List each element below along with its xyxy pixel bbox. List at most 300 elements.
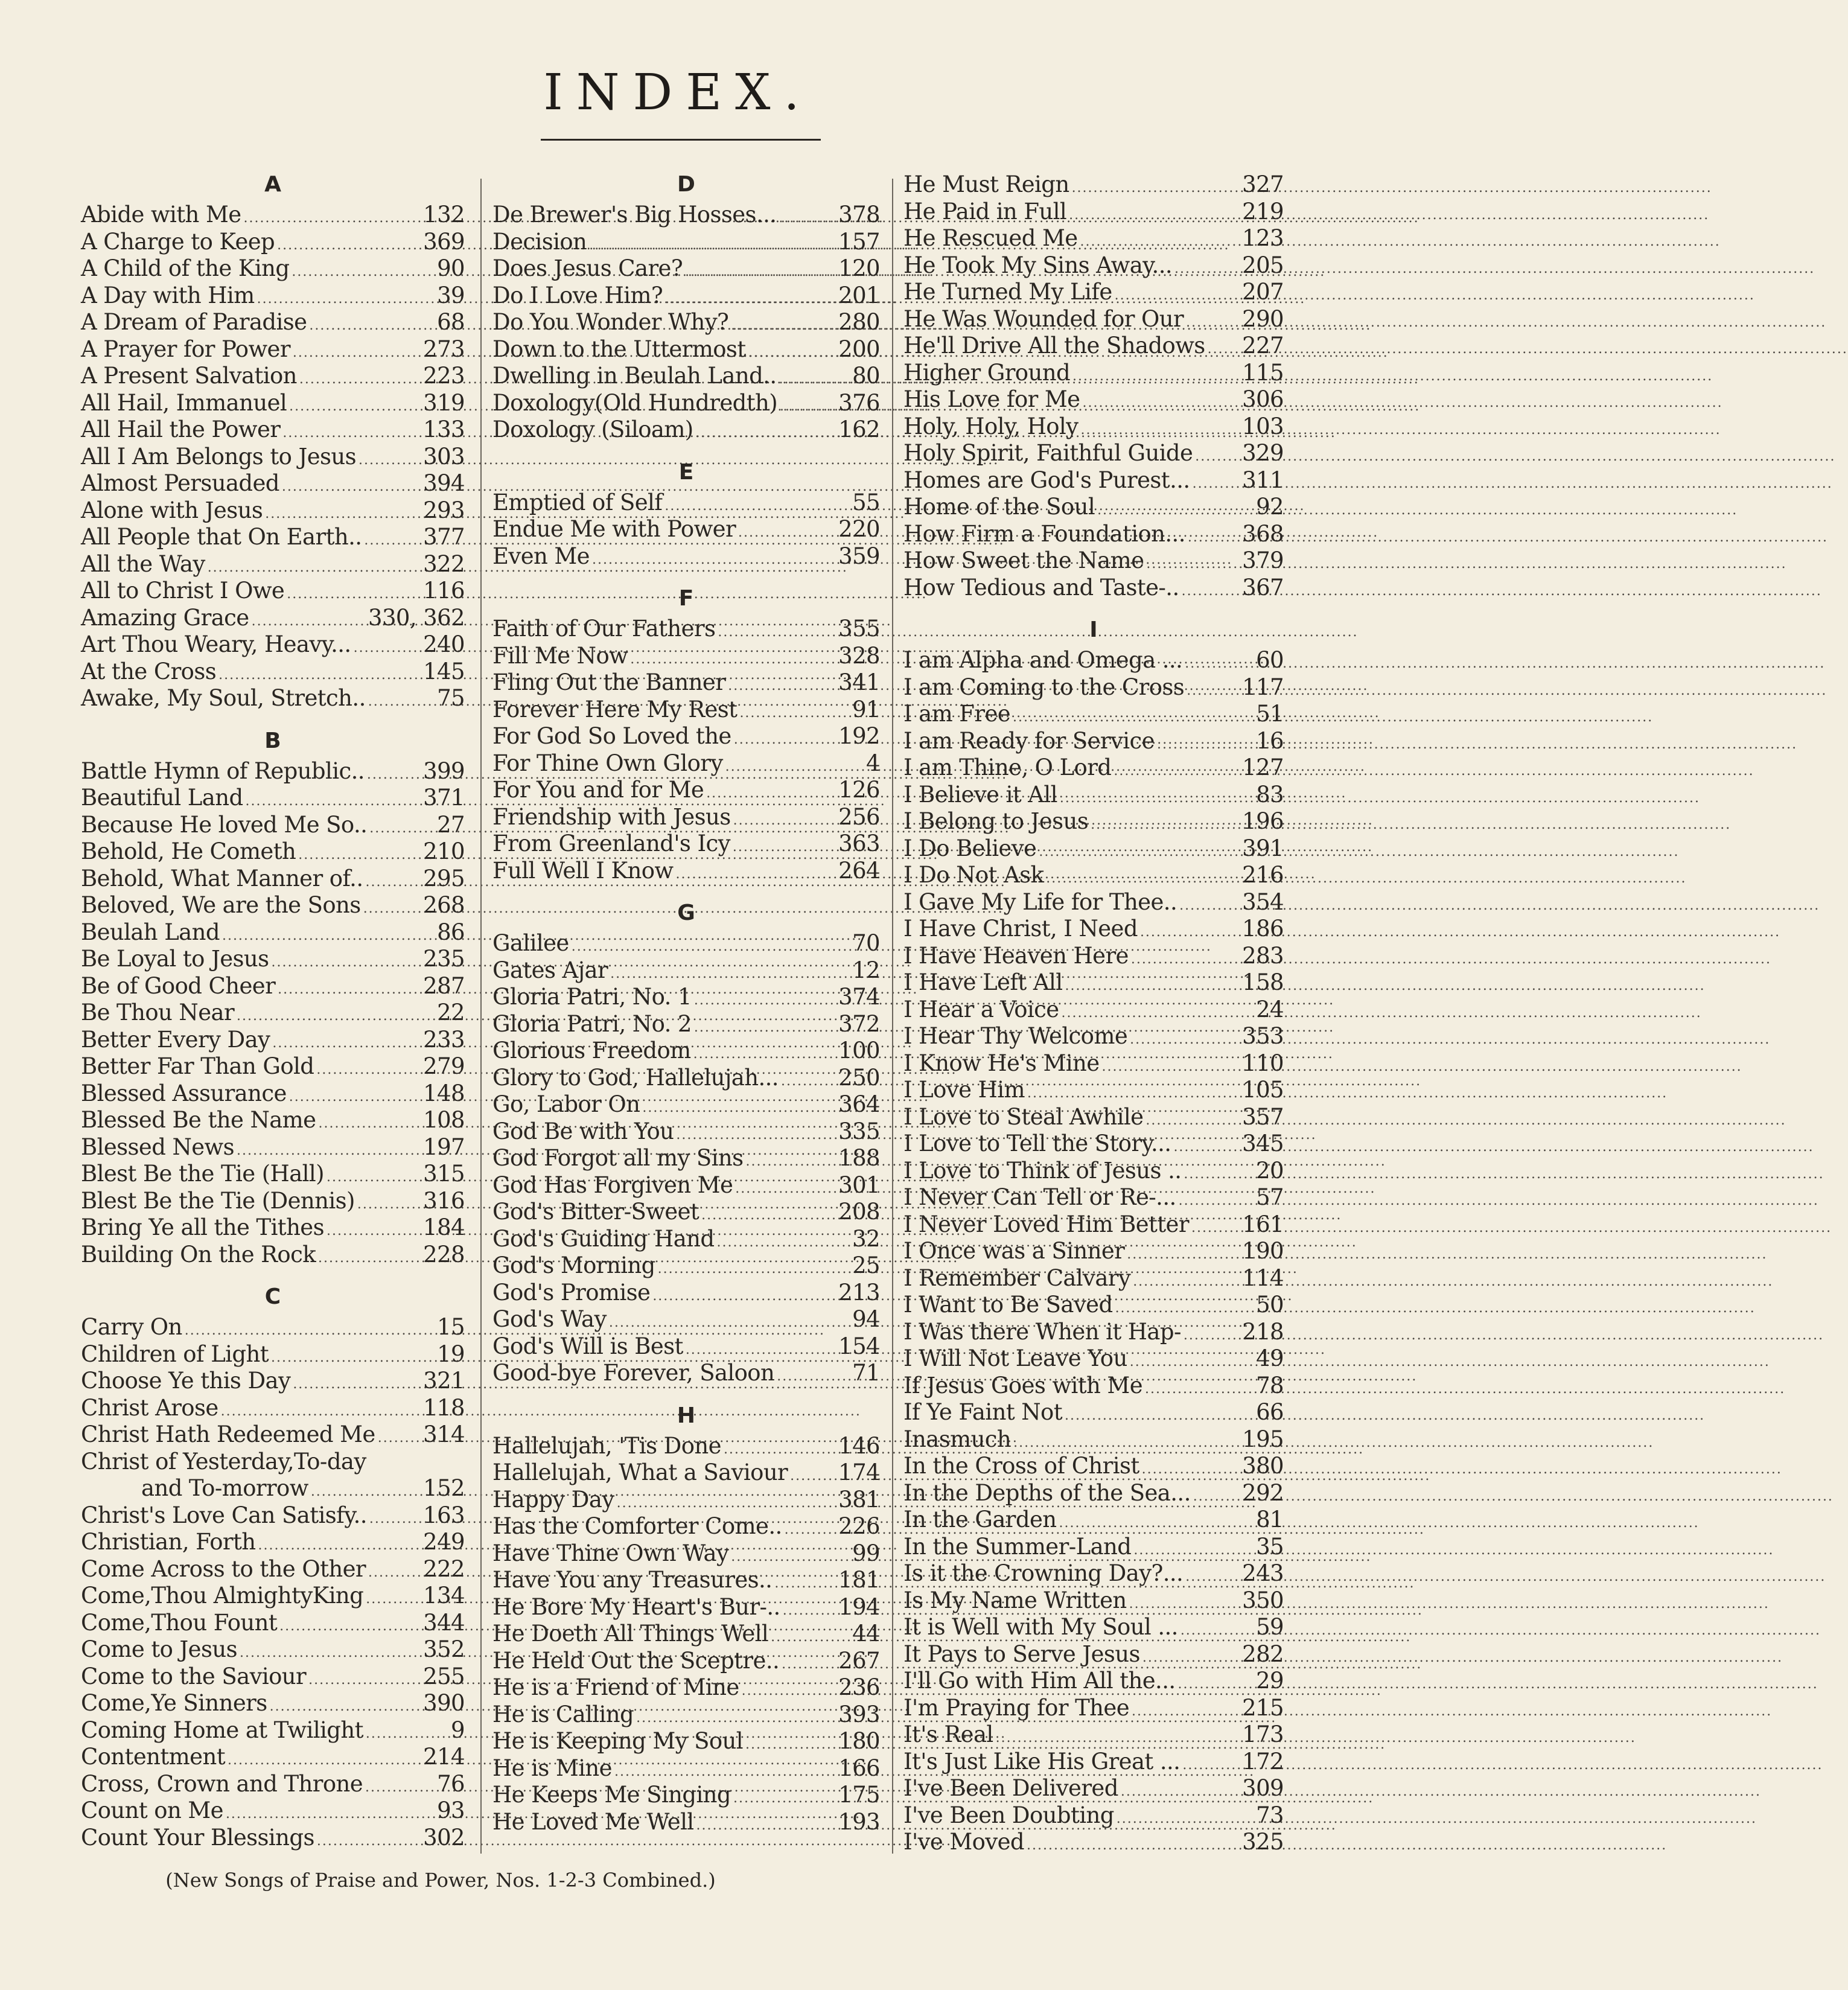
leader-dots [1193, 1484, 1240, 1511]
page-number: 350 [1242, 1587, 1284, 1613]
hymn-title: God's Promise [492, 1279, 651, 1306]
leader-dots [1184, 1161, 1254, 1188]
hymn-title: Gloria Patri, No. 2 [492, 1010, 692, 1037]
leader-dots [1179, 893, 1240, 920]
page-number: 32 [852, 1225, 880, 1252]
page-number: 19 [437, 1341, 465, 1367]
page-number: 126 [838, 777, 880, 803]
page-number: 302 [423, 1824, 465, 1851]
index-column-2 [492, 171, 880, 1835]
leader-dots [1193, 471, 1240, 498]
index-entry [903, 1560, 1284, 1587]
index-entry [81, 1000, 465, 1027]
index-entry [492, 804, 880, 831]
hymn-title: A Day with Him [81, 282, 255, 308]
leader-dots [365, 1775, 435, 1802]
page-number: 255 [423, 1663, 465, 1689]
page-number: 118 [423, 1394, 465, 1421]
hymn-title: I Will Not Leave You [903, 1345, 1127, 1371]
hymn-title: Christ Arose [81, 1394, 218, 1421]
column-divider [892, 179, 893, 1854]
index-entry [903, 862, 1284, 889]
hymn-title: Emptied of Self [492, 489, 663, 515]
index-entry [903, 547, 1284, 575]
page-number: 399 [423, 757, 465, 784]
page-number: 188 [838, 1145, 880, 1171]
hymn-title: Have You any Treasures.. [492, 1567, 773, 1593]
hymn-title: Blessed Assurance [81, 1080, 287, 1106]
page-number: 364 [838, 1091, 880, 1117]
page-number: 66 [1256, 1399, 1284, 1425]
index-entry [81, 336, 465, 363]
leader-dots [364, 528, 421, 555]
hymn-title: He Paid in Full [903, 198, 1067, 225]
page-number: 329 [1242, 440, 1284, 466]
page-number: 319 [423, 389, 465, 416]
index-entry [81, 1188, 465, 1215]
hymn-title: I am Free [903, 701, 1011, 727]
page-number: 75 [437, 685, 465, 711]
hymn-title: I Never Loved Him Better [903, 1211, 1189, 1237]
hymn-title: Come,Thou AlmightyKing [81, 1583, 364, 1609]
page-number: 216 [1242, 862, 1284, 888]
page-number: 210 [423, 838, 465, 864]
index-entry [903, 1131, 1284, 1158]
index-entry [492, 1621, 880, 1648]
page-number: 301 [838, 1172, 880, 1198]
hymn-title: Come Across to the Other [81, 1555, 366, 1582]
hymn-title: Better Far Than Gold [81, 1053, 314, 1079]
hymn-title: At the Cross [81, 658, 217, 684]
index-entry [903, 1265, 1284, 1292]
hymn-title: Is it the Crowning Day?... [903, 1560, 1184, 1586]
page-number: 306 [1242, 386, 1284, 412]
hymn-title: Doxology(Old Hundredth) [492, 389, 778, 416]
page-number: 335 [838, 1118, 880, 1144]
hymn-title: Be of Good Cheer [81, 972, 276, 999]
index-entry [903, 1829, 1284, 1856]
page-number: 205 [1242, 252, 1284, 278]
index-entry [492, 1809, 880, 1836]
leader-dots [358, 447, 421, 474]
page-number: 357 [1242, 1103, 1284, 1130]
index-entry [81, 1214, 465, 1242]
page-number: 327 [1242, 171, 1284, 197]
page-number: 354 [1242, 888, 1284, 915]
footer-note: (New Songs of Praise and Power, Nos. 1-2-3 Combined.) [165, 1869, 716, 1892]
index-entry [903, 333, 1284, 360]
page-number: 295 [423, 865, 465, 891]
page-number: 100 [838, 1038, 880, 1064]
index-entry [492, 1755, 880, 1782]
page-number: 390 [423, 1690, 465, 1716]
hymn-title: A Charge to Keep [81, 228, 275, 255]
page-number: 44 [852, 1621, 880, 1647]
hymn-title: I Love to Tell the Story... [903, 1131, 1171, 1156]
page-number: 250 [838, 1064, 880, 1091]
leader-dots [299, 366, 421, 394]
page-number: 352 [423, 1636, 465, 1662]
hymn-title: Does Jesus Care? [492, 255, 683, 281]
page-number: 51 [1256, 701, 1284, 727]
leader-dots [368, 1560, 421, 1587]
page-number: 381 [838, 1486, 880, 1513]
leader-dots [728, 673, 836, 700]
leader-dots [1174, 256, 1240, 283]
page-number: 200 [838, 336, 880, 362]
page-number: 283 [1242, 942, 1284, 969]
hymn-title: How Firm a Foundation... [903, 520, 1185, 547]
hymn-title: I've Moved [903, 1829, 1024, 1855]
index-entry [81, 785, 465, 812]
hymn-title: Art Thou Weary, Heavy... [81, 631, 351, 657]
page-number: 105 [1242, 1077, 1284, 1103]
page-number: 208 [838, 1199, 880, 1225]
page-number: 35 [1256, 1533, 1284, 1560]
index-entry [81, 1771, 465, 1798]
page-number: 90 [437, 255, 465, 281]
hymn-title: I Gave My Life for Thee.. [903, 888, 1177, 915]
page-number: 316 [423, 1187, 465, 1214]
leader-dots [378, 1425, 421, 1452]
hymn-title: I Love to Steal Awhile [903, 1103, 1144, 1130]
hymn-title: Decision [492, 228, 587, 255]
hymn-title: God's Way [492, 1306, 607, 1332]
index-entry [81, 1161, 465, 1188]
leader-dots [1082, 390, 1240, 417]
hymn-title: Amazing Grace [81, 604, 249, 631]
leader-dots [1187, 678, 1240, 705]
page-number: 315 [423, 1161, 465, 1187]
index-entry [492, 1701, 880, 1729]
hymn-title: God Be with You [492, 1118, 674, 1144]
hymn-title: Go, Labor On [492, 1091, 640, 1117]
hymn-title: Contentment [81, 1744, 225, 1770]
index-entry [492, 1648, 880, 1675]
hymn-title: I've Been Doubting [903, 1802, 1114, 1828]
index-entry [81, 1080, 465, 1108]
index-entry [81, 444, 465, 471]
hymn-title: God Forgot all my Sins [492, 1145, 744, 1171]
hymn-title: I Hear Thy Welcome [903, 1023, 1128, 1049]
index-entry [903, 647, 1284, 674]
hymn-title: I Love to Think of Jesus .. [903, 1157, 1182, 1184]
leader-dots [1185, 1564, 1240, 1591]
hymn-title: Come to Jesus [81, 1636, 237, 1662]
page-number: 163 [423, 1502, 465, 1528]
hymn-title: and To-morrow [141, 1475, 308, 1501]
leader-dots [1140, 919, 1240, 946]
leader-dots [292, 259, 435, 286]
page-number: 378 [838, 202, 880, 228]
hymn-title: Endue Me with Power [492, 516, 736, 542]
hymn-title: Dwelling in Beulah Land.. [492, 363, 777, 389]
index-entry [492, 1782, 880, 1809]
hymn-title: How Tedious and Taste-.. [903, 574, 1179, 601]
leader-dots [1157, 732, 1254, 759]
leader-dots [1072, 175, 1240, 202]
hymn-title: Blest Be the Tie (Hall) [81, 1161, 324, 1187]
page-number: 24 [1256, 996, 1284, 1022]
leader-dots [293, 340, 421, 367]
page-number: 213 [838, 1279, 880, 1306]
page-number: 359 [838, 543, 880, 569]
leader-dots [774, 1571, 836, 1598]
hymn-title: I am Ready for Service [903, 727, 1155, 754]
leader-dots [1069, 202, 1240, 229]
page-number: 280 [838, 309, 880, 335]
page-number: 197 [423, 1134, 465, 1160]
page-number: 81 [1256, 1507, 1284, 1532]
hymn-title: If Ye Faint Not [903, 1399, 1062, 1425]
page-number: 71 [852, 1360, 880, 1386]
section-letter: A [264, 172, 281, 197]
leader-dots [271, 1345, 435, 1372]
hymn-title: He is Mine [492, 1755, 612, 1781]
leader-dots [316, 1057, 421, 1084]
index-entry [81, 524, 465, 551]
index-entry [903, 1507, 1284, 1534]
index-entry [492, 831, 880, 858]
leader-dots [718, 619, 836, 646]
hymn-title: I Do Believe [903, 835, 1037, 861]
hymn-title: Blest Be the Tie (Dennis) [81, 1187, 355, 1214]
index-entry [903, 701, 1284, 728]
leader-dots [367, 762, 421, 789]
index-entry [492, 1674, 880, 1701]
hymn-title: It's Just Like His Great ... [903, 1748, 1180, 1775]
hymn-title: God's Morning [492, 1252, 655, 1278]
index-entry [903, 306, 1284, 333]
hymn-title: If Jesus Goes with Me [903, 1372, 1142, 1398]
leader-dots [742, 1678, 836, 1705]
index-entry [81, 1134, 465, 1161]
index-entry [81, 892, 465, 919]
index-entry [81, 1053, 465, 1080]
index-entry [492, 490, 880, 517]
page-number: 39 [437, 282, 465, 308]
page-number: 264 [838, 857, 880, 884]
page-number: 235 [423, 946, 465, 972]
hymn-title: In the Cross of Christ [903, 1453, 1139, 1479]
hymn-title: Full Well I Know [492, 857, 674, 884]
index-entry [903, 1426, 1284, 1453]
index-entry [81, 1314, 465, 1341]
index-entry [81, 497, 465, 525]
index-entry [492, 1306, 880, 1333]
index-entry [81, 946, 465, 973]
page-number: 273 [423, 336, 465, 362]
hymn-title: Fling Out the Banner [492, 669, 726, 695]
page-number: 293 [423, 497, 465, 523]
index-entry [81, 659, 465, 686]
index-entry [81, 1744, 465, 1771]
page-number: 76 [437, 1770, 465, 1797]
page-number: 110 [1242, 1050, 1284, 1076]
hymn-title: I Remember Calvary [903, 1264, 1131, 1291]
page-number: 172 [1242, 1748, 1284, 1775]
index-entry [492, 697, 880, 724]
leader-dots [327, 1218, 421, 1245]
index-entry [903, 1721, 1284, 1749]
leader-dots [1173, 1134, 1240, 1161]
index-column-3 [903, 171, 1284, 1856]
hymn-title: I've Been Delivered [903, 1775, 1118, 1801]
hymn-title: Blessed Be the Name [81, 1107, 316, 1133]
page-number: 161 [1242, 1211, 1284, 1237]
hymn-title: Holy Spirit, Faithful Guide [903, 440, 1193, 466]
page-number: 325 [1242, 1829, 1284, 1855]
page-number: 27 [437, 811, 465, 838]
section-letter: I [1089, 617, 1098, 642]
page-number: 166 [838, 1755, 880, 1781]
page-number: 394 [423, 470, 465, 496]
page-number: 103 [1242, 413, 1284, 439]
page-number: 152 [423, 1475, 465, 1501]
index-entry [903, 1775, 1284, 1802]
page-number: 379 [1242, 547, 1284, 573]
leader-dots [746, 1149, 836, 1176]
index-entry [492, 390, 880, 417]
page-number: 15 [437, 1314, 465, 1340]
hymn-title: God's Guiding Hand [492, 1225, 715, 1252]
index-entry [903, 1023, 1284, 1050]
hymn-title: He Rescued Me [903, 225, 1078, 251]
hymn-title: I Want to Be Saved [903, 1292, 1113, 1318]
page-number: 282 [1242, 1641, 1284, 1667]
index-entry [903, 1668, 1284, 1695]
hymn-title: Happy Day [492, 1486, 614, 1513]
hymn-title: Good-bye Forever, Saloon [492, 1360, 775, 1386]
index-entry [903, 1614, 1284, 1641]
hymn-title: I Hear a Voice [903, 996, 1059, 1022]
index-entry [81, 1636, 465, 1663]
index-entry [492, 1252, 880, 1280]
hymn-title: He is Keeping My Soul [492, 1728, 743, 1754]
hymn-title: God's Will is Best [492, 1333, 683, 1359]
section-letter: D [677, 172, 695, 197]
index-entry [492, 1065, 880, 1092]
page-number: 256 [838, 803, 880, 830]
index-entry [81, 631, 465, 659]
hymn-title: I Know He's Mine [903, 1050, 1100, 1076]
index-entry [492, 336, 880, 363]
title-rule [541, 139, 821, 141]
leader-dots [733, 808, 836, 835]
index-entry [492, 750, 880, 777]
page-number: 22 [437, 1000, 465, 1025]
page-number: 57 [1256, 1184, 1284, 1210]
leader-dots [1117, 1806, 1254, 1833]
hymn-title: He Was Wounded for Our [903, 305, 1184, 332]
leader-dots [1188, 525, 1240, 552]
hymn-title: A Child of the King [81, 255, 290, 281]
page-number: 134 [423, 1583, 465, 1609]
index-entry [492, 202, 880, 229]
leader-dots [1091, 812, 1240, 839]
hymn-title: I'll Go with Him All the... [903, 1668, 1176, 1694]
hymn-title: Coming Home at Twilight [81, 1717, 363, 1743]
hymn-title: He is a Friend of Mine [492, 1674, 739, 1700]
leader-dots [1039, 839, 1240, 866]
index-entry [492, 1199, 880, 1226]
page-title: INDEX. [543, 64, 813, 121]
hymn-title: He Keeps Me Singing [492, 1782, 731, 1808]
index-entry [903, 440, 1284, 467]
leader-dots [1133, 1269, 1240, 1296]
hymn-title: Building On the Rock [81, 1241, 316, 1268]
page-number: 363 [838, 831, 880, 856]
hymn-title: A Present Salvation [81, 363, 297, 389]
hymn-title: Carry On [81, 1314, 182, 1340]
hymn-title: Gates Ajar [492, 957, 608, 983]
index-entry [492, 858, 880, 885]
leader-dots [354, 635, 421, 662]
leader-dots [318, 1111, 421, 1138]
page-number: 70 [852, 930, 880, 956]
index-entry [903, 575, 1284, 602]
index-entry [492, 229, 880, 256]
index-entry [492, 957, 880, 984]
index-entry [903, 1453, 1284, 1480]
index-entry [492, 723, 880, 750]
page-number: 114 [1242, 1264, 1284, 1291]
leader-dots [1191, 1215, 1240, 1242]
page-number: 12 [852, 957, 880, 983]
section-letter: F [678, 586, 694, 611]
hymn-title: De Brewer's Big Hosses... [492, 202, 777, 228]
hymn-title: Inasmuch [903, 1426, 1012, 1452]
index-entry [903, 1050, 1284, 1077]
leader-dots [318, 1245, 421, 1272]
leader-dots [592, 547, 836, 574]
page-number: 123 [1242, 225, 1284, 251]
leader-dots [735, 1176, 836, 1203]
index-entry [903, 1695, 1284, 1722]
hymn-title: It is Well with My Soul ... [903, 1614, 1178, 1640]
page-number: 355 [838, 616, 880, 642]
leader-dots [289, 394, 421, 421]
leader-dots [1114, 758, 1240, 785]
index-entry [81, 973, 465, 1000]
hymn-title: In the Depths of the Sea... [903, 1479, 1191, 1506]
index-entry [903, 1211, 1284, 1239]
page-number: 314 [423, 1421, 465, 1447]
page-number: 190 [1242, 1238, 1284, 1264]
leader-dots [309, 313, 435, 340]
index-entry [903, 225, 1284, 252]
hymn-title: I am Coming to the Cross [903, 674, 1185, 700]
page-number: 80 [852, 363, 880, 389]
hymn-title: Christian, Forth [81, 1529, 256, 1555]
hymn-title: Galilee [492, 930, 569, 956]
page-number: 94 [852, 1306, 880, 1332]
index-entry [903, 1587, 1284, 1615]
hymn-title: I Once was a Sinner [903, 1238, 1125, 1264]
index-entry [81, 605, 465, 632]
section-letter: G [677, 901, 695, 925]
index-entry [903, 1802, 1284, 1829]
index-entry [492, 543, 880, 570]
index-entry [903, 1373, 1284, 1400]
index-entry [903, 494, 1284, 521]
index-entry [81, 1717, 465, 1744]
page-number: 50 [1256, 1292, 1284, 1318]
leader-dots [1182, 1752, 1240, 1779]
page-number: 345 [1242, 1131, 1284, 1156]
page-number: 133 [423, 416, 465, 442]
hymn-title: Behold, What Manner of.. [81, 865, 363, 891]
